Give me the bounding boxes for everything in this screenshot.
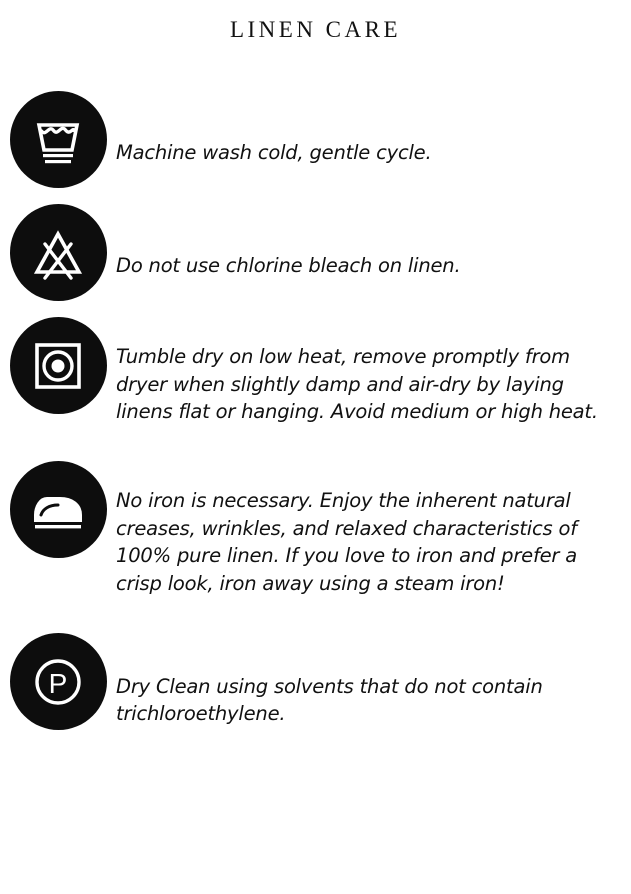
list-item	[0, 459, 631, 617]
dry-clean-p-circle-icon	[10, 633, 107, 730]
care-instruction-text: Tumble dry on low heat, remove promptly from dryer when slightly damp and air-dry by laying linens flat or hanging. Avoid medium or high heat.	[116, 344, 598, 424]
svg-text:P: P	[48, 667, 68, 699]
care-instruction-list	[0, 89, 631, 747]
text-cell	[116, 202, 631, 299]
icon-cell	[0, 315, 116, 414]
text-cell	[116, 315, 631, 445]
list-item	[0, 315, 631, 445]
linen-care-document	[0, 15, 631, 894]
tumble-dry-low-icon	[10, 317, 107, 414]
care-instruction-text: Do not use chlorine bleach on linen.	[116, 253, 461, 277]
icon-cell	[0, 202, 116, 301]
list-item	[0, 202, 631, 301]
icon-cell	[0, 631, 116, 730]
care-instruction-text: No iron is necessary. Enjoy the inherent natural creases, wrinkles, and relaxed characteristics of 100% pure linen. If you love to iron and prefer a crisp look, iron away using a steam iron!	[116, 488, 577, 596]
icon-cell	[0, 459, 116, 558]
iron-icon	[10, 461, 107, 558]
care-instruction-text: Machine wash cold, gentle cycle.	[116, 140, 432, 164]
text-cell	[116, 89, 631, 186]
text-cell	[116, 631, 631, 747]
care-instruction-text: Dry Clean using solvents that do not contain trichloroethylene.	[116, 674, 543, 726]
page-title: LINEN CARE	[229, 17, 402, 43]
list-item	[0, 631, 631, 747]
list-item	[0, 89, 631, 188]
wash-tub-icon	[10, 91, 107, 188]
icon-cell	[0, 89, 116, 188]
do-not-bleach-triangle-icon	[10, 204, 107, 301]
text-cell	[116, 459, 631, 617]
